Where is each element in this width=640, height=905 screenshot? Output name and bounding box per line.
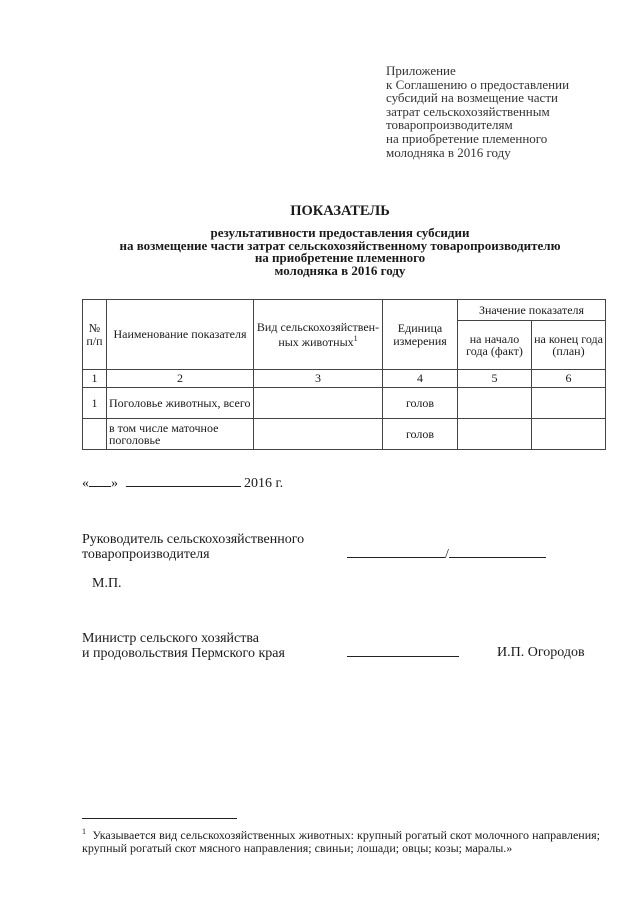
minister-name: И.П. Огородов xyxy=(497,645,585,660)
header-value-group: Значение показателя xyxy=(458,300,606,321)
header-animal-type-text: Вид сельскохозяйствен-ных животных xyxy=(256,319,380,349)
table-row xyxy=(83,388,606,419)
cell-start xyxy=(458,388,532,419)
title-main: ПОКАЗАТЕЛЬ xyxy=(290,203,390,219)
open-quote: « xyxy=(82,476,89,491)
date-line xyxy=(82,474,283,492)
cell-end xyxy=(532,419,606,450)
cell-unit: голов xyxy=(383,388,458,419)
header-end: на конец года (план) xyxy=(532,321,606,370)
indicator-table xyxy=(82,299,606,450)
appendix-line: товаропроизводителям xyxy=(386,117,513,133)
appendix-note xyxy=(386,64,569,159)
date-year: 2016 г. xyxy=(244,476,284,491)
cell-animal-type xyxy=(254,419,383,450)
table-row xyxy=(83,419,606,450)
cell-animal-type xyxy=(254,388,383,419)
footnote-ref: 1 xyxy=(353,334,358,343)
title-line: молодняка в 2016 году xyxy=(274,262,406,278)
column-number: 2 xyxy=(107,370,254,388)
header-name: Наименование показателя xyxy=(107,300,254,370)
cell-unit: голов xyxy=(383,419,458,450)
minister-title xyxy=(82,632,285,661)
head-title-line: Руководитель сельскохозяйственного xyxy=(82,532,305,547)
cell-name: Поголовье животных, всего xyxy=(107,388,254,419)
footnote-text: Указывается вид сельскохозяйственных животных: крупный рогатый скот молочного направления; крупный рогатый скот мясного направления; свиньи; лошади; овцы; козы; маралы.» xyxy=(82,828,601,855)
cell-name: в том числе маточное поголовье xyxy=(107,419,254,450)
appendix-line: субсидий на возмещение части xyxy=(386,90,558,106)
title-subtitle xyxy=(60,227,620,277)
footnote-divider xyxy=(82,818,237,819)
cell-num: 1 xyxy=(83,388,107,419)
day-blank[interactable] xyxy=(89,474,111,487)
appendix-line: Приложение xyxy=(386,63,456,78)
column-number-row xyxy=(83,370,606,388)
document-title xyxy=(60,203,620,277)
column-number: 4 xyxy=(383,370,458,388)
appendix-line: к Соглашению о предоставлении xyxy=(386,76,570,92)
appendix-line: молодняка в 2016 году xyxy=(386,144,511,160)
head-title-line: товаропроизводителя xyxy=(82,546,210,562)
column-number: 3 xyxy=(254,370,383,388)
title-line: на возмещение части затрат сельскохозяйственному товаропроизводителю xyxy=(119,237,561,253)
minister-signature-blank[interactable] xyxy=(347,644,459,657)
month-blank[interactable] xyxy=(126,474,241,487)
minister-title-line: и продовольствия Пермского края xyxy=(82,645,285,661)
appendix-line: затрат сельскохозяйственным xyxy=(386,103,550,119)
cell-start xyxy=(458,419,532,450)
title-line: результативности предоставления субсидии xyxy=(210,225,470,240)
column-number: 5 xyxy=(458,370,532,388)
head-signature-line xyxy=(347,545,546,563)
header-animal-type xyxy=(254,300,383,370)
footnote xyxy=(82,825,600,855)
appendix-line: на приобретение племенного xyxy=(386,130,548,146)
stamp-place: М.П. xyxy=(92,576,122,591)
header-unit: Единица измерения xyxy=(383,300,458,370)
close-quote: » xyxy=(111,476,118,491)
signature-slash: / xyxy=(445,547,449,562)
head-title xyxy=(82,533,304,562)
column-number: 1 xyxy=(83,370,107,388)
title-line: на приобретение племенного xyxy=(254,250,426,266)
cell-end xyxy=(532,388,606,419)
cell-num xyxy=(83,419,107,450)
column-number: 6 xyxy=(532,370,606,388)
minister-title-line: Министр сельского хозяйства xyxy=(82,631,259,646)
footnote-mark: 1 xyxy=(82,827,86,836)
name-blank[interactable] xyxy=(449,545,546,558)
header-start: на начало года (факт) xyxy=(458,321,532,370)
header-num: № п/п xyxy=(83,300,107,370)
signature-blank[interactable] xyxy=(347,545,445,558)
